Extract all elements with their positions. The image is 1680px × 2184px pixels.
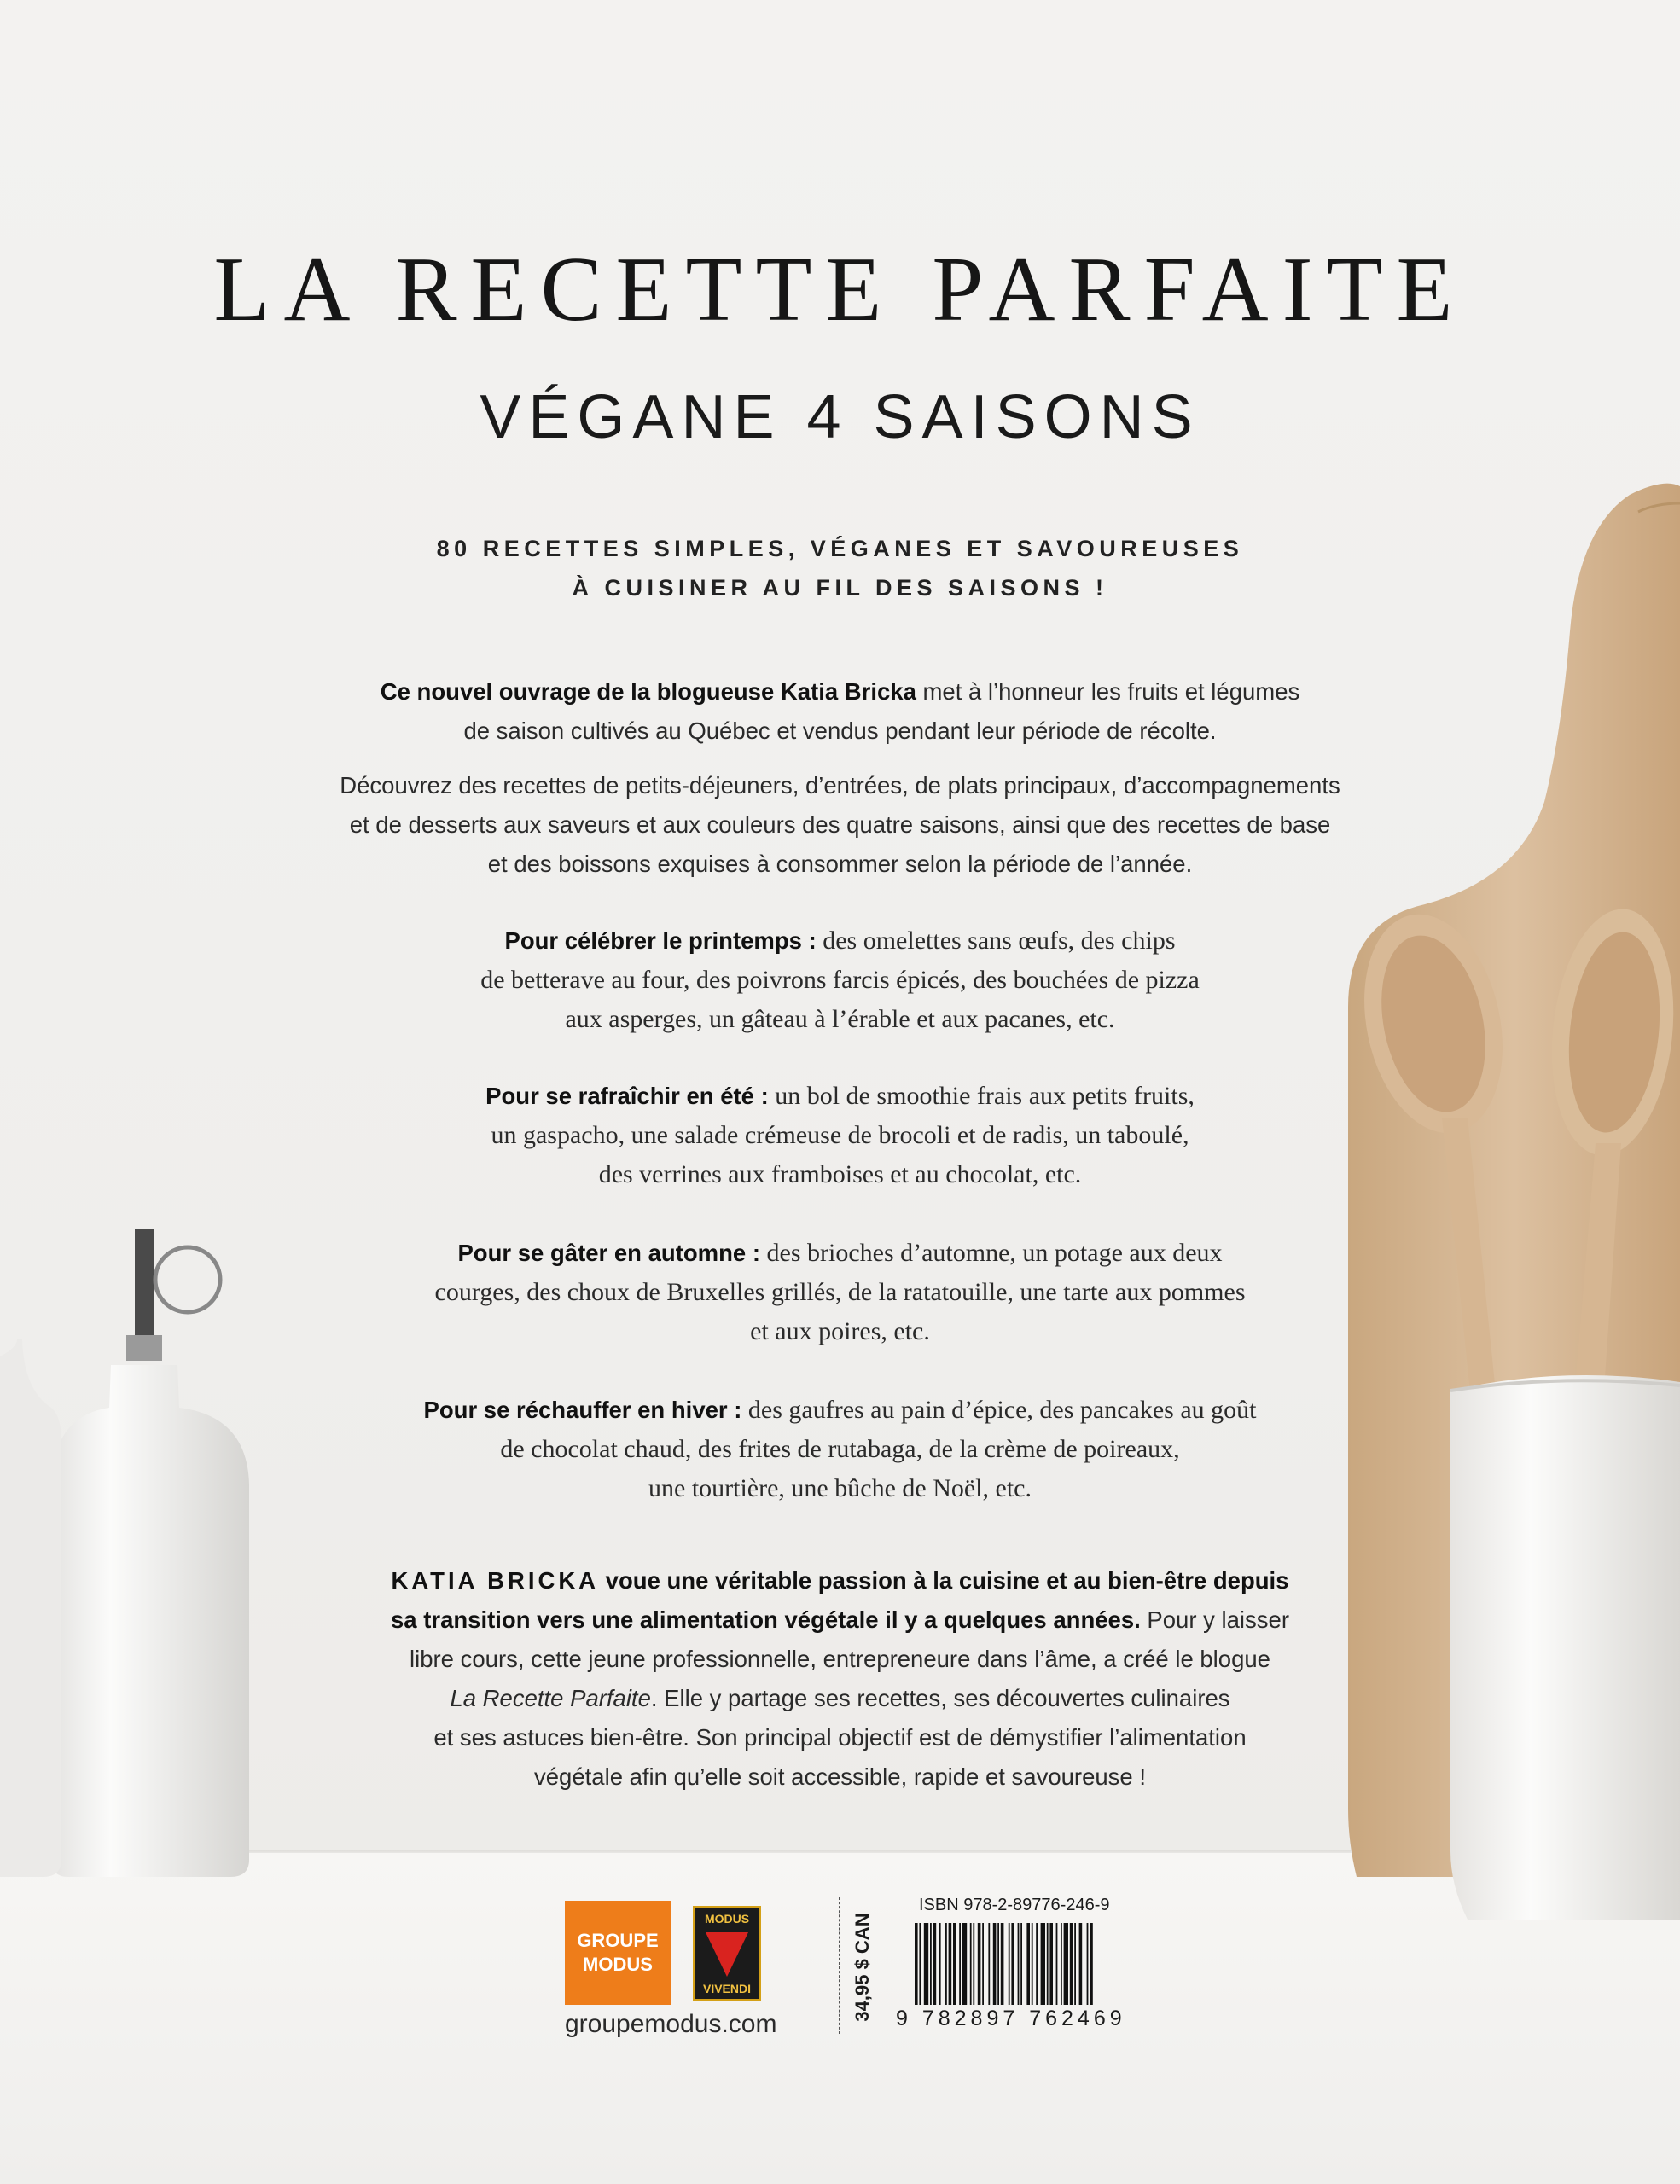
bio-line-5: et ses astuces bien-être. Son principal objectif est de démystifier l’alimentation: [433, 1724, 1247, 1751]
barcode-bar: [1032, 1923, 1033, 2005]
intro-bold-lead: Ce nouvel ouvrage de la blogueuse Katia Bricka: [380, 678, 916, 705]
barcode-bar: [973, 1923, 974, 2005]
price-label: 34,95 $ CAN: [852, 1913, 873, 2022]
barcode-bar: [1064, 1923, 1068, 2005]
barcode-bar: [1056, 1923, 1058, 2005]
book-title: LA RECETTE PARFAITE: [213, 239, 1467, 340]
barcode-bar: [988, 1923, 990, 2005]
barcode-bar: [949, 1923, 952, 2005]
autumn-paragraph: [0, 1234, 1680, 1351]
barcode-bar: [1079, 1923, 1083, 2005]
isbn-label: ISBN 978-2-89776-246-9: [919, 1896, 1110, 1914]
barcode-bar: [959, 1923, 961, 2005]
barcode-bar: [993, 1923, 997, 2005]
logo-groupe-text: GROUPE: [577, 1930, 659, 1951]
kitchen-counter: [0, 1853, 1680, 2184]
spring-heading: Pour célébrer le printemps :: [504, 927, 817, 954]
intro-line-1: met à l’honneur les fruits et légumes: [916, 678, 1300, 705]
vivendi-triangle: [706, 1932, 748, 1977]
spring-paragraph: [0, 921, 1680, 1039]
bio-line-1: voue une véritable passion à la cuisine et au bien-être depuis: [599, 1567, 1289, 1594]
barcode-bar: [930, 1923, 932, 2005]
price-divider: [839, 1897, 840, 2034]
barcode-bar: [1018, 1923, 1020, 2005]
barcode-bar: [997, 1923, 999, 2005]
barcode-digits: 9 782897 762469: [896, 2007, 1126, 2030]
barcode-bar: [1090, 1923, 1093, 2005]
vivendi-top-text: MODUS: [704, 1912, 750, 1926]
barcode-bar: [1011, 1923, 1014, 2005]
barcode-bar: [982, 1923, 984, 2005]
book-subtitle: VÉGANE 4 SAISONS: [480, 383, 1200, 451]
summer-line-1: un bol de smoothie frais aux petits fruits,: [768, 1082, 1195, 1110]
barcode-bar: [1074, 1923, 1076, 2005]
barcode-bar: [1001, 1923, 1004, 2005]
intro-line-2: de saison cultivés au Québec et vendus pendant leur période de récolte.: [463, 717, 1217, 744]
barcode-bar: [1087, 1923, 1089, 2005]
summer-line-2: un gaspacho, une salade crémeuse de brocoli et de radis, un taboulé,: [491, 1121, 1189, 1149]
bio-line-2: Pour y laisser: [1140, 1606, 1289, 1633]
barcode-bar: [1009, 1923, 1010, 2005]
blog-name: La Recette Parfaite: [450, 1685, 651, 1711]
autumn-heading: Pour se gâter en automne :: [457, 1240, 760, 1266]
summer-line-3: des verrines aux framboises et au chocolat, etc.: [598, 1160, 1082, 1188]
author-name: KATIA BRICKA: [391, 1567, 600, 1594]
discover-paragraph: [0, 766, 1680, 884]
spring-line-3: aux asperges, un gâteau à l’érable et aux pacanes, etc.: [565, 1005, 1115, 1033]
website-link[interactable]: groupemodus.com: [565, 2010, 777, 2038]
barcode-bar: [962, 1923, 967, 2005]
barcode-bar: [1049, 1923, 1053, 2005]
discover-line-3: et des boissons exquises à consommer selon la période de l’année.: [487, 851, 1193, 877]
bio-line-2-bold: sa transition vers une alimentation végétale il y a quelques années.: [390, 1606, 1141, 1633]
barcode-bar: [1070, 1923, 1073, 2005]
bio-line-4: . Elle y partage ses recettes, ses découvertes culinaires: [650, 1685, 1230, 1711]
intro-paragraph: [0, 672, 1680, 751]
spring-line-2: de betterave au four, des poivrons farcis épicés, des bouchées de pizza: [480, 966, 1200, 994]
barcode-bar: [1061, 1923, 1062, 2005]
groupe-modus-logo: [565, 1901, 671, 2005]
spring-line-1: des omelettes sans œufs, des chips: [816, 926, 1176, 955]
autumn-line-3: et aux poires, etc.: [750, 1317, 930, 1345]
discover-line-2: et de desserts aux saveurs et aux couleurs des quatre saisons, ainsi que des recettes de base: [349, 811, 1331, 838]
modus-vivendi-logo: [693, 1906, 761, 2001]
barcode-bar: [970, 1923, 972, 2005]
barcode-bar: [924, 1923, 928, 2005]
vivendi-bottom-text: VIVENDI: [702, 1982, 751, 1995]
autumn-line-1: des brioches d’automne, un potage aux deux: [760, 1239, 1223, 1267]
bio-line-3: libre cours, cette jeune professionnelle, entrepreneure dans l’âme, a créé le blogue: [410, 1646, 1270, 1672]
barcode-bar: [933, 1923, 937, 2005]
barcode-image: [915, 1923, 1147, 2005]
barcode-bar: [939, 1923, 941, 2005]
barcode-bar: [1047, 1923, 1049, 2005]
tagline-line-1: 80 RECETTES SIMPLES, VÉGANES ET SAVOUREUSES: [436, 536, 1244, 561]
winter-line-2: de chocolat chaud, des frites de rutabaga, de la crème de poireaux,: [500, 1435, 1180, 1463]
winter-line-1: des gaufres au pain d’épice, des pancakes au goût: [741, 1396, 1257, 1424]
barcode-bar: [1026, 1923, 1030, 2005]
winter-line-3: une tourtière, une bûche de Noël, etc.: [648, 1474, 1032, 1502]
winter-paragraph: [0, 1391, 1680, 1508]
autumn-line-2: courges, des choux de Bruxelles grillés, de la ratatouille, une tarte aux pommes: [434, 1278, 1246, 1306]
winter-heading: Pour se réchauffer en hiver :: [423, 1397, 742, 1423]
summer-heading: Pour se rafraîchir en été :: [485, 1083, 769, 1109]
barcode-bar: [1020, 1923, 1022, 2005]
author-bio: [0, 1561, 1680, 1797]
barcode-bar: [919, 1923, 921, 2005]
discover-line-1: Découvrez des recettes de petits-déjeuners, d’entrées, de plats principaux, d’accompagnements: [340, 772, 1340, 799]
summer-paragraph: [0, 1077, 1680, 1194]
barcode-bar: [1036, 1923, 1038, 2005]
barcode-bar: [978, 1923, 981, 2005]
barcode-bar: [953, 1923, 956, 2005]
tagline-line-2: À CUISINER AU FIL DES SAISONS !: [572, 575, 1108, 601]
barcode-bar: [1041, 1923, 1045, 2005]
barcode-bar: [945, 1923, 947, 2005]
barcode-bar: [915, 1923, 918, 2005]
bio-line-6: végétale afin qu’elle soit accessible, rapide et savoureuse !: [534, 1763, 1146, 1790]
logo-modus-text: MODUS: [583, 1954, 653, 1975]
